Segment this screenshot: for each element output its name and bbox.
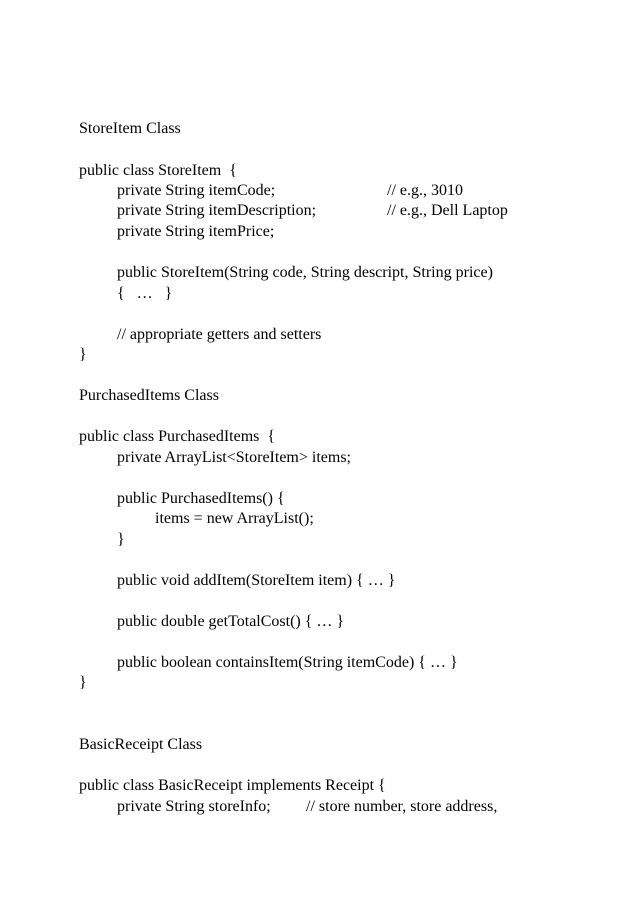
getters-setters-comment: // appropriate getters and setters [117, 326, 322, 343]
purchaseditems-field: private ArrayList<StoreItem> items; [117, 449, 351, 466]
storeinfo-comment: // store number, store address, [306, 798, 498, 815]
storeitem-constructor-body: { … } [117, 285, 173, 302]
storeitem-close-brace: } [79, 346, 87, 363]
purchaseditems-heading: PurchasedItems Class [79, 387, 219, 404]
purchaseditems-constructor-body: items = new ArrayList(); [155, 510, 314, 527]
itemprice-field: private String itemPrice; [117, 223, 275, 240]
containsitem-method: public boolean containsItem(String itemCode) { … } [117, 654, 458, 671]
itemcode-field: private String itemCode; [117, 182, 276, 199]
storeitem-constructor: public StoreItem(String code, String descript, String price) [117, 264, 493, 281]
purchaseditems-close-brace: } [79, 674, 87, 691]
additem-method: public void addItem(StoreItem item) { … } [117, 572, 396, 589]
itemcode-comment: // e.g., 3010 [387, 182, 463, 199]
purchaseditems-constructor: public PurchasedItems() { [117, 490, 285, 507]
purchaseditems-class-declaration: public class PurchasedItems { [79, 428, 276, 445]
storeinfo-field: private String storeInfo; [117, 798, 271, 815]
itemdescription-field: private String itemDescription; [117, 202, 317, 219]
storeitem-class-declaration: public class StoreItem { [79, 162, 237, 179]
basicreceipt-heading: BasicReceipt Class [79, 736, 203, 753]
basicreceipt-class-declaration: public class BasicReceipt implements Receipt { [79, 777, 386, 794]
storeitem-heading: StoreItem Class [79, 120, 181, 137]
itemdescription-comment: // e.g., Dell Laptop [387, 202, 508, 219]
purchaseditems-constructor-close: } [117, 531, 125, 548]
gettotalcost-method: public double getTotalCost() { … } [117, 613, 345, 630]
